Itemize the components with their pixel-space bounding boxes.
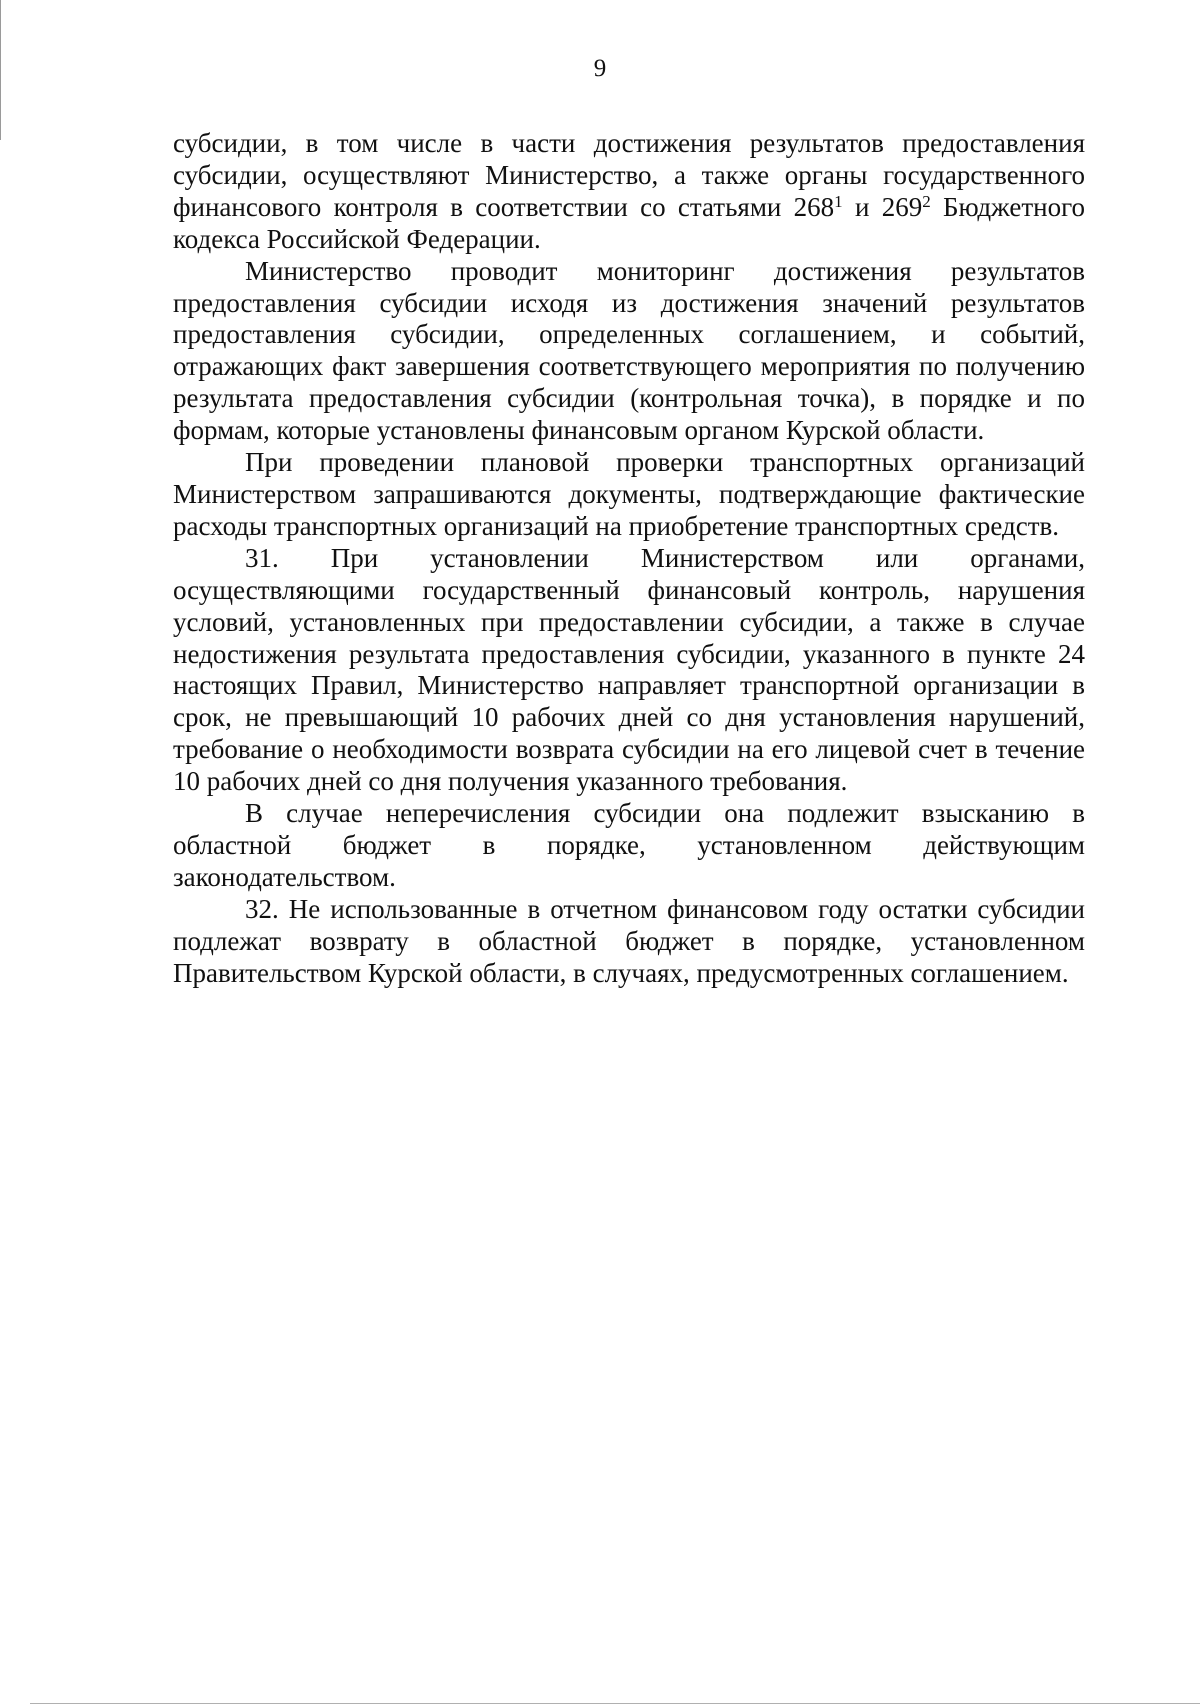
paragraph-continuation (173, 128, 1085, 256)
superscript-1: 1 (834, 191, 843, 211)
superscript-2: 2 (922, 191, 931, 211)
paragraph-1-text-b: и 269 (842, 191, 923, 222)
scan-bottom-edge-line (30, 1703, 1200, 1704)
paragraph-item-32: 32. Не использованные в отчетном финансовом году остатки субсидии подлежат возврату в областной бюджет в порядке, установленном Правительством Курской области, в случаях, предусмотренных соглашением. (173, 893, 1085, 988)
document-body (173, 128, 1085, 989)
paragraph-recovery: В случае неперечисления субсидии она подлежит взысканию в областной бюджет в порядке, установленном действующим законодательством. (173, 798, 1085, 892)
paragraph-planned-inspection: При проведении плановой проверки транспортных организаций Министерством запрашиваются документы, подтверждающие фактические расходы транспортных организаций на приобретение транспортных средств. (173, 447, 1085, 541)
paragraph-item-31: 31. При установлении Министерством или органами, осуществляющими государственный финансовый контроль, нарушения условий, установленных при предоставлении субсидии, а также в случае недостижения результата предоставления субсидии, указанного в пункте 24 настоящих Правил, Министерство направляет транспортной организации в срок, не превышающий 10 рабочих дней со дня установления нарушений, требование о необходимости возврата субсидии на его лицевой счет в течение 10 рабочих дней со дня получения указанного требования. (173, 542, 1085, 797)
paragraph-1-text-a: субсидии, в том числе в части достижения результатов предоставления субсидии, осуществляют Министерство, а также органы государственного финансового контроля в соответствии со статьями 268 (173, 128, 1085, 222)
paragraph-monitoring: Министерство проводит мониторинг достижения результатов предоставления субсидии исходя из достижения значений результатов предоставления субсидии, определенных соглашением, и событий, отражающих факт завершения соответствующего мероприятия по получению результата предоставления субсидии (контрольная точка), в порядке и по формам, которые установлены финансовым органом Курской области. (173, 255, 1085, 446)
page-number: 9 (593, 55, 607, 82)
paragraph-1-text-c: Бюджетного кодекса Российской Федерации. (173, 191, 1085, 254)
